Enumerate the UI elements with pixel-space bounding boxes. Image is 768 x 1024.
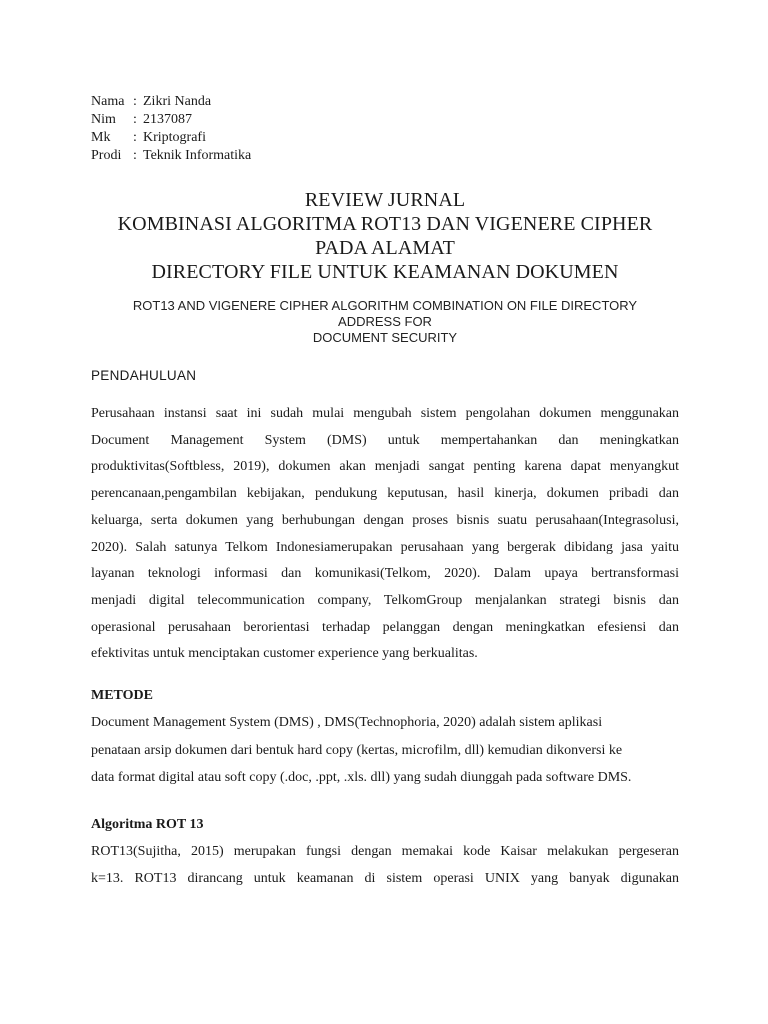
document-subtitle — [91, 298, 679, 346]
info-separator: : — [133, 130, 137, 145]
info-label: Mk — [91, 130, 111, 145]
paragraph-line: Document Management System (DMS) untuk mempertahankan dan meningkatkan — [91, 432, 679, 448]
info-value: 2137087 — [143, 112, 192, 127]
paragraph-line: k=13. ROT13 dirancang untuk keamanan di sistem operasi UNIX yang banyak digunakan — [91, 870, 679, 886]
paragraph-line: efektivitas untuk menciptakan customer experience yang berkualitas. — [91, 646, 478, 662]
info-separator: : — [133, 148, 137, 163]
title-line: DIRECTORY FILE UNTUK KEAMANAN DOKUMEN — [151, 261, 619, 283]
subtitle-line: ADDRESS FOR — [338, 314, 432, 329]
info-label: Nama — [91, 94, 125, 109]
info-row-nim — [91, 111, 679, 129]
info-row-nama — [91, 93, 679, 111]
metode-paragraph — [91, 709, 679, 792]
paragraph-line: perencanaan,pengambilan kebijakan, pendukung keputusan, hasil kinerja, dokumen pribadi dan — [91, 486, 679, 502]
paragraph-line: layanan teknologi informasi dan komunikasi(Telkom, 2020). Dalam upaya bertransformasi — [91, 566, 679, 582]
title-line: KOMBINASI ALGORITMA ROT13 DAN VIGENERE CIPHER — [117, 213, 653, 235]
info-row-prodi — [91, 147, 679, 165]
rot13-paragraph — [91, 838, 679, 892]
info-separator: : — [133, 94, 137, 109]
info-value: Zikri Nanda — [143, 94, 212, 109]
subtitle-line: ROT13 AND VIGENERE CIPHER ALGORITHM COMBINATION ON FILE DIRECTORY — [132, 298, 638, 313]
info-row-mk — [91, 129, 679, 147]
info-value: Kriptografi — [143, 130, 206, 145]
info-label: Nim — [91, 112, 116, 127]
title-line: PADA ALAMAT — [315, 237, 455, 259]
paragraph-line: produktivitas(Softbless, 2019), dokumen akan menjadi sangat penting karena dapat menyangkut — [91, 459, 679, 475]
student-info — [91, 93, 679, 165]
paragraph-line: operasional perusahaan berorientasi terhadap pelanggan dengan meningkatkan efesiensi dan — [91, 619, 679, 635]
paragraph-line: ROT13(Sujitha, 2015) merupakan fungsi dengan memakai kode Kaisar melakukan pergeseran — [91, 843, 679, 859]
paragraph-line: Perusahaan instansi saat ini sudah mulai mengubah sistem pengolahan dokumen menggunakan — [91, 406, 679, 421]
paragraph-line: data format digital atau soft copy (.doc, .ppt, .xls. dll) yang sudah diunggah pada software DMS. — [91, 770, 632, 786]
paragraph-line: 2020). Salah satunya Telkom Indonesiamerupakan perusahaan yang bergerak dibidang jasa yaitu — [91, 539, 679, 555]
document-content — [91, 93, 679, 892]
pendahuluan-paragraph — [91, 401, 679, 668]
document-title — [91, 188, 679, 284]
title-line: REVIEW JURNAL — [304, 189, 466, 211]
section-heading-rot13: Algoritma ROT 13 — [91, 816, 204, 832]
paragraph-line: penataan arsip dokumen dari bentuk hard copy (kertas, microfilm, dll) kemudian dikonversi ke — [91, 742, 623, 758]
paragraph-line: menjadi digital telecommunication company, TelkomGroup menjalankan strategi bisnis dan — [91, 592, 679, 608]
paragraph-line: Document Management System (DMS) , DMS(Technophoria, 2020) adalah sistem aplikasi — [91, 715, 603, 731]
section-heading-pendahuluan: PENDAHULUAN — [91, 368, 197, 383]
section-heading-metode: METODE — [91, 688, 153, 704]
info-label: Prodi — [91, 148, 122, 163]
info-separator: : — [133, 112, 137, 127]
subtitle-line: DOCUMENT SECURITY — [312, 330, 458, 345]
info-value: Teknik Informatika — [143, 148, 252, 163]
paragraph-line: keluarga, serta dokumen yang berhubungan dengan proses bisnis suatu perusahaan(Integrasolusi, — [91, 512, 679, 528]
